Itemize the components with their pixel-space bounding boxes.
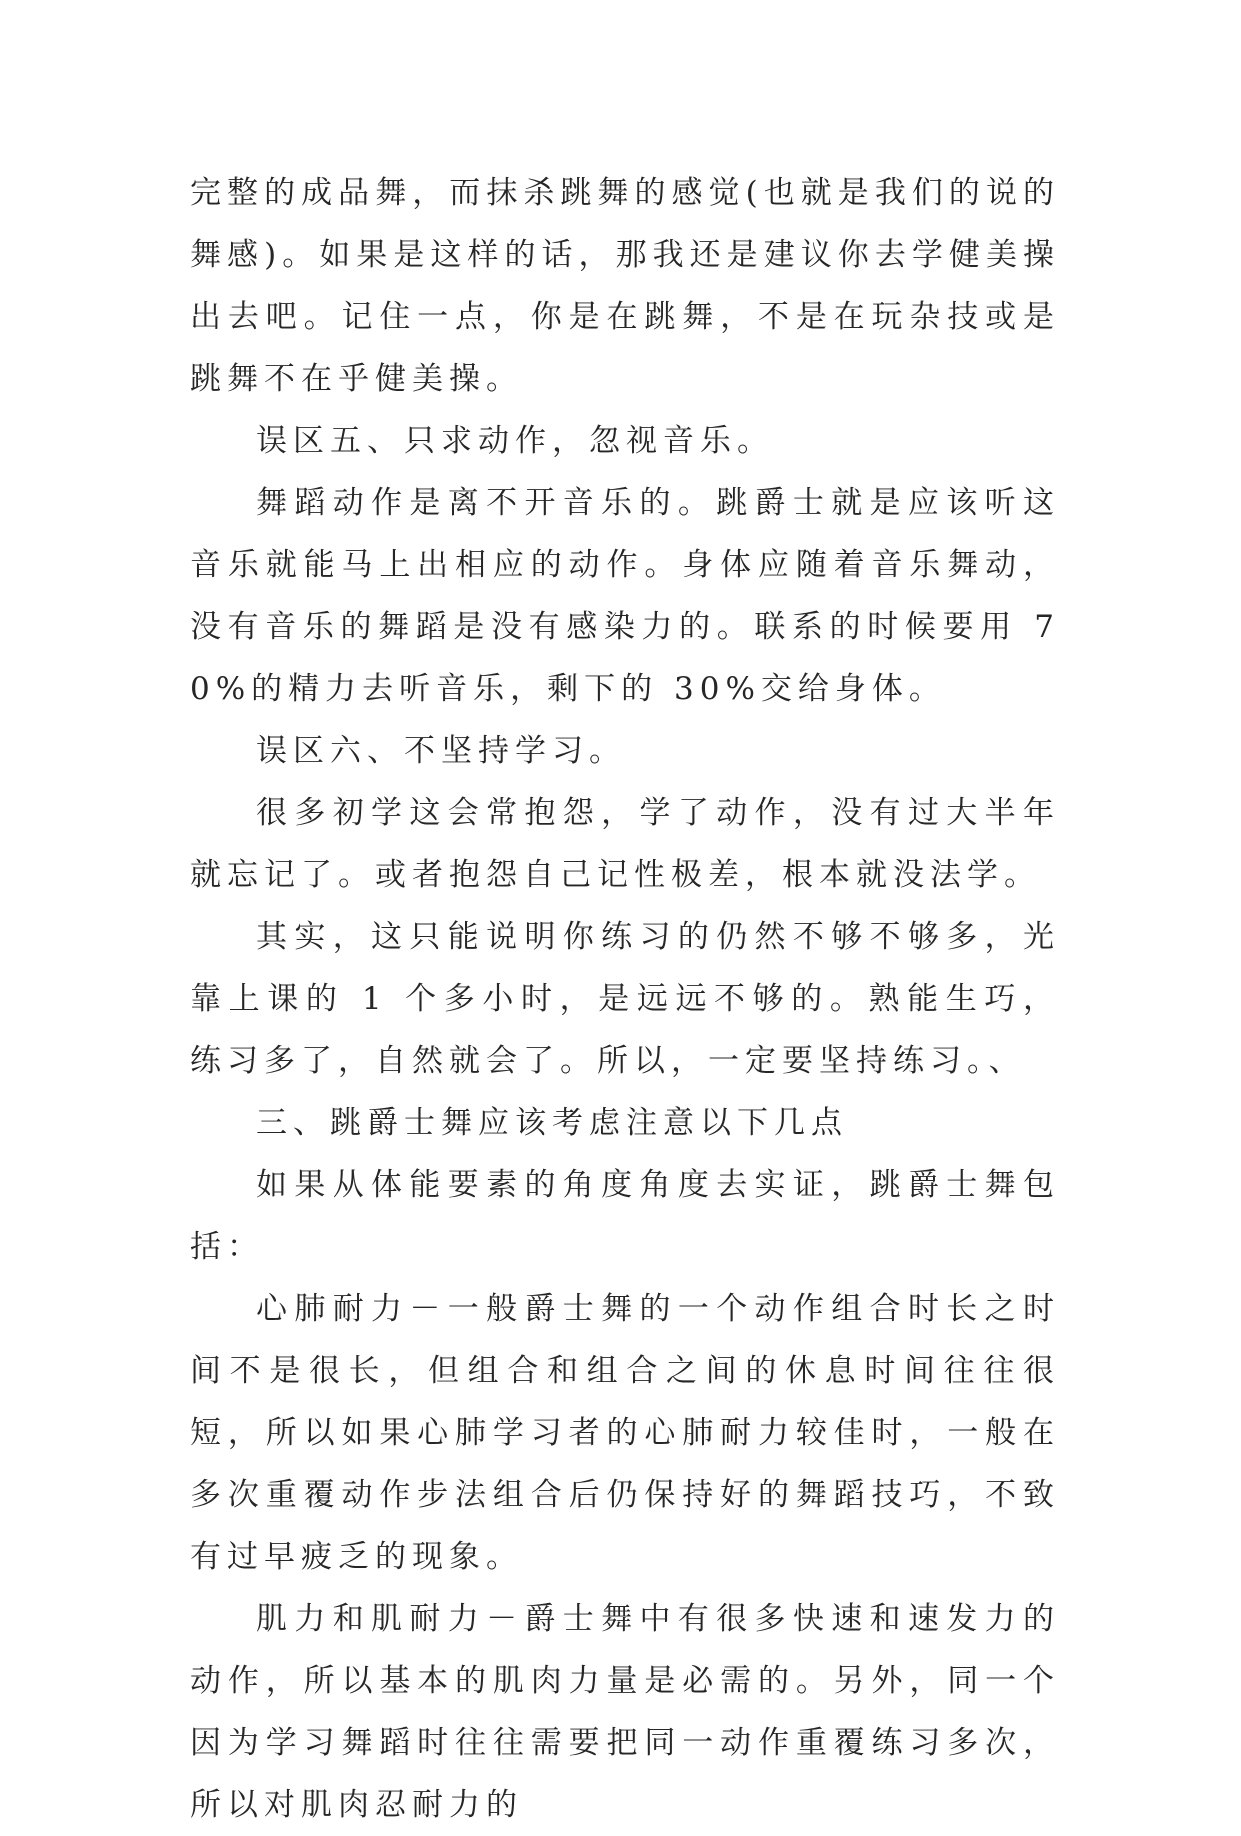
document-body [190, 162, 1060, 1836]
paragraph-music: 舞蹈动作是离不开音乐的。跳爵士就是应该听这音乐就能马上出相应的动作。身体应随着音乐舞动，没有音乐的舞蹈是没有感染力的。联系的时候要用 70%的精力去听音乐，剩下的 30%交给身体。 [190, 485, 1060, 707]
paragraph-1: 完整的成品舞，而抹杀跳舞的感觉(也就是我们的说的舞感)。如果是这样的话，那我还是建议你去学健美操出去吧。记住一点，你是在跳舞，不是在玩杂技或是跳舞不在乎健美操。 [190, 175, 1060, 397]
heading-mistake-5: 误区五、只求动作，忽视音乐。 [256, 423, 774, 459]
paragraph-complaint: 很多初学这会常抱怨，学了动作，没有过大半年就忘记了。或者抱怨自己记性极差，根本就没法学。 [190, 795, 1060, 893]
paragraph-strength: 肌力和肌耐力－爵士舞中有很多快速和速发力的动作，所以基本的肌肉力量是必需的。另外，同一个因为学习舞蹈时往往需要把同一动作重覆练习多次，所以对肌肉忍耐力的 [190, 1601, 1060, 1823]
heading-mistake-6: 误区六、不坚持学习。 [256, 733, 626, 769]
paragraph-fitness-intro: 如果从体能要素的角度角度去实证，跳爵士舞包括： [190, 1167, 1060, 1265]
paragraph-cardio: 心肺耐力－一般爵士舞的一个动作组合时长之时间不是很长，但组合和组合之间的休息时间往往很短，所以如果心肺学习者的心肺耐力较佳时，一般在多次重覆动作步法组合后仍保持好的舞蹈技巧，不致有过早疲乏的现象。 [190, 1291, 1060, 1575]
paragraph-practice: 其实，这只能说明你练习的仍然不够不够多，光靠上课的 1 个多小时，是远远不够的。熟能生巧，练习多了，自然就会了。所以，一定要坚持练习。、 [190, 919, 1060, 1079]
heading-section-3: 三、跳爵士舞应该考虑注意以下几点 [256, 1105, 848, 1141]
